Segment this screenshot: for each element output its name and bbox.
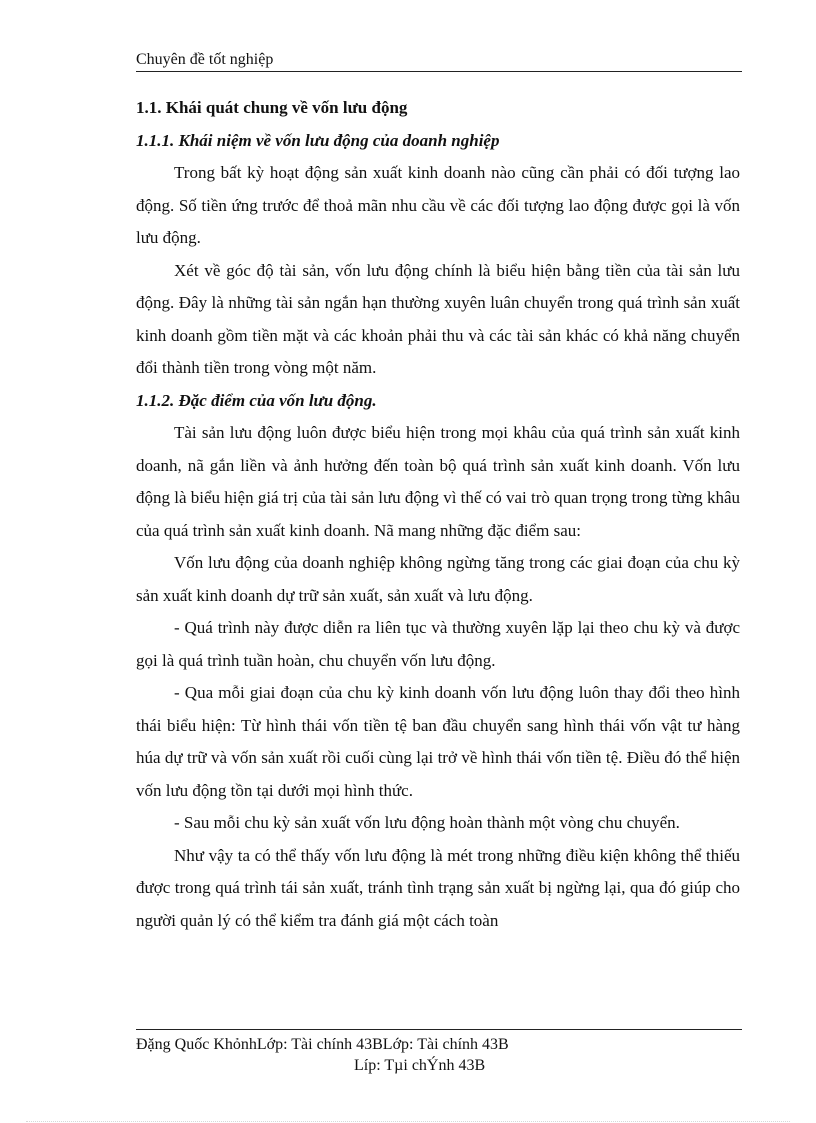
section-heading-1-1: 1.1. Khái quát chung về vốn lưu động: [136, 98, 408, 117]
paragraph-definition: Trong bất kỳ hoạt động sản xuất kinh doanh nào cũng cần phải có đối tượng lao động. Số tiền ứng trước để thoả mãn nhu cầu về các đối tượng lao động được gọi là vốn lưu động.: [136, 163, 740, 247]
subsection-heading-1-1-2: 1.1.2. Đặc điểm của vốn lưu động.: [136, 390, 377, 410]
paragraph-capital-stages: Vốn lưu động của doanh nghiệp không ngừng tăng trong các giai đoạn của chu kỳ sản xuất kinh doanh dự trữ sản xuất, sản xuất và lưu động.: [136, 553, 740, 605]
footer-divider: [136, 1029, 742, 1030]
page-bottom-edge: [26, 1121, 790, 1122]
bullet-complete-cycle: - Sau mỗi chu kỳ sản xuất vốn lưu động hoàn thành một vòng chu chuyển.: [174, 813, 680, 832]
bullet-form-change: - Qua mỗi giai đoạn của chu kỳ kinh doanh vốn lưu động luôn thay đổi theo hình thái biểu hiện: Từ hình thái vốn tiền tệ ban đầu chuyển sang hình thái vốn vật tư hàng húa dự trữ và vốn sản xuất rồi cuối cùng lại trở về hình thái vốn tiền tệ. Điều đó thể hiện vốn lưu động tồn tại dưới mọi hình thức.: [136, 683, 740, 800]
page-header-title: Chuyên đề tốt nghiệp: [136, 51, 274, 68]
header-divider: [136, 71, 742, 72]
paragraph-conclusion: Như vậy ta có thể thấy vốn lưu động là mét trong những điều kiện không thể thiếu được trong quá trình tái sản xuất, tránh tình trạng sản xuất bị ngừng lại, qua đó giúp cho người quản lý có thể kiểm tra đánh giá một cách toàn: [136, 845, 740, 930]
paragraph-characteristics-intro: Tài sản lưu động luôn được biểu hiện trong mọi khâu của quá trình sản xuất kinh doanh, nã gắn liền và ảnh hưởng đến toàn bộ quá trình sản xuất kinh doanh. Vốn lưu động là biểu hiện giá trị của tài sản lưu động vì thế có vai trò quan trọng trong từng khâu của quá trình sản xuất kinh doanh. Nã mang những đặc điểm sau:: [136, 423, 740, 540]
paragraph-asset-perspective: Xét về góc độ tài sản, vốn lưu động chính là biểu hiện bằng tiền của tài sản lưu động. Đây là những tài sản ngắn hạn thường xuyên luân chuyển trong quá trình sản xuất kinh doanh gồm tiền mặt và các khoản phải thu và các tài sản khác có khả năng chuyển đổi thành tiền trong vòng một năm.: [136, 260, 740, 377]
footer-class-garbled: Líp: Tµi chÝnh 43B: [354, 1057, 486, 1074]
bullet-continuous-cycle: - Quá trình này được diễn ra liên tục và thường xuyên lặp lại theo chu kỳ và được gọi là quá trình tuần hoàn, chu chuyển vốn lưu động.: [136, 618, 740, 670]
document-body: [136, 92, 740, 937]
subsection-heading-1-1-1: 1.1.1. Khái niệm về vốn lưu động của doanh nghiệp: [136, 130, 500, 150]
footer-author-class: Đặng Quốc KhỏnhLớp: Tài chính 43BLớp: Tài chính 43B: [136, 1036, 509, 1053]
